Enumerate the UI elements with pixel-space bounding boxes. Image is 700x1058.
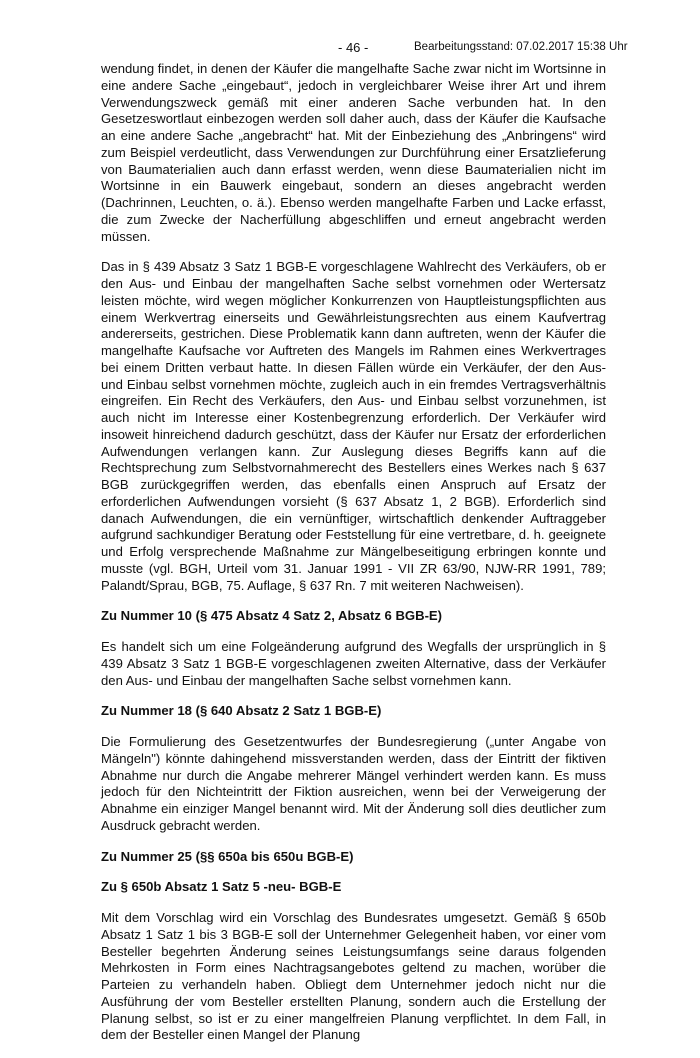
- page-header: [0, 40, 700, 58]
- document-body: [101, 61, 606, 1058]
- subsection-heading: Zu § 650b Absatz 1 Satz 5 -neu- BGB-E: [101, 879, 342, 895]
- revision-status: Bearbeitungsstand: 07.02.2017 15:38 Uhr: [414, 41, 628, 53]
- section-heading: Zu Nummer 18 (§ 640 Absatz 2 Satz 1 BGB-E): [101, 703, 382, 719]
- paragraph: Das in § 439 Absatz 3 Satz 1 BGB-E vorgeschlagene Wahlrecht des Verkäufers, ob er den Aus- und Einbau der mangelhaften Sache selbst vornehmen oder Wertersatz leisten möchte, wird wegen möglicher Konkurrenzen von Hauptleistungspflichten aus einem Werkvertrag einerseits und Gewährleistungsrechten aus einem Kaufvertrag andererseits, gestrichen. Diese Problematik kann dann auftreten, wenn der Käufer die mangelhafte Kaufsache vor Auftreten des Mangels im Rahmen eines Werkvertrages bei einem Dritten verbaut hatte. In diesen Fällen würde ein Verkäufer, der den Aus- und Einbau selbst vornehmen möchte, zugleich auch in ein fremdes Vertragsverhältnis eingreifen. Ein Recht des Verkäufers, den Aus- und Einbau selbst vorzunehmen, ist auch nicht im Interesse einer Kostenbegrenzung erforderlich. Der Verkäufer wird insoweit hinreichend dadurch geschützt, dass der Käufer nur Ersatz der erforderlichen Aufwendungen verlangen kann. Zur Auslegung dieses Begriffs kann auf die Rechtsprechung zum Selbstvornahmerecht des Bestellers eines Werkes nach § 637 BGB zurückgegriffen werden, das ebenfalls einen Anspruch auf Ersatz der erforderlichen Aufwendungen vorsieht (§ 637 Absatz 1, 2 BGB). Erforderlich sind danach Aufwendungen, die ein vernünftiger, wirtschaftlich denkender Auftraggeber aufgrund sachkundiger Beratung oder Feststellung für eine vertretbare, d. h. geeignete und Erfolg versprechende Maßnahme zur Mängelbeseitigung erbringen konnte und musste (vgl. BGH, Urteil vom 31. Januar 1991 - VII ZR 63/90, NJW-RR 1991, 789; Palandt/Sprau, BGB, 75. Auflage, § 637 Rn. 7 mit weiteren Nachweisen).: [101, 259, 606, 593]
- paragraph: wendung findet, in denen der Käufer die mangelhafte Sache zwar nicht im Wortsinne in eine andere Sache „eingebaut“, jedoch in vergleichbarer Weise ihrer Art und ihrem Verwendungszweck gemäß mit einer anderen Sache verbunden hat. In den Gesetzeswortlaut einbezogen werden soll daher auch, dass der Käufer die Kaufsache an eine andere Sache „angebracht“ hat. Mit der Einbeziehung des „Anbringens“ wird zum Beispiel verdeutlicht, dass Verwendungen zur Durchführung einer Ersatzlieferung von Baumaterialien auch dann erfasst werden, wenn diese Baumaterialien nicht im Wortsinne in ein Bauwerk eingebaut, sondern an dieses angebracht werden (Dachrinnen, Leuchten, o. ä.). Ebenso werden mangelhafte Farben und Lacke erfasst, die zum Zwecke der Nacherfüllung abgeschliffen und erneut angebracht werden müssen.: [101, 61, 606, 244]
- paragraph: Mit dem Vorschlag wird ein Vorschlag des Bundesrates umgesetzt. Gemäß § 650b Absatz 1 Satz 1 bis 3 BGB-E soll der Unternehmer Gelegenheit haben, vor einer vom Besteller begehrten Änderung seines Leistungsumfangs seine daraus folgenden Mehrkosten in Form eines Nachtragsangebotes geltend zu machen, worüber die Parteien zu verhandeln haben. Obliegt dem Unternehmer jedoch nicht nur die Ausführung der vom Besteller erstellten Planung, sondern auch die Erstellung der Planung selbst, so ist er zu einer mangelfreien Planung verpflichtet. In dem Fall, in dem der Besteller einen Mangel der Planung: [101, 910, 606, 1043]
- section-heading: Zu Nummer 25 (§§ 650a bis 650u BGB-E): [101, 848, 354, 864]
- paragraph: Die Formulierung des Gesetzentwurfes der Bundesregierung („unter Angabe von Mängeln") könnte dahingehend missverstanden werden, dass der Eintritt der fiktiven Abnahme nur durch die Angabe mehrerer Mängel verhindert werden kann. Es muss jedoch für den Nichteintritt der Fiktion ausreichen, wenn bei der Verweigerung der Abnahme ein einziger Mangel benannt wird. Mit der Änderung soll dies deutlicher zum Ausdruck gebracht werden.: [101, 734, 606, 833]
- page-number: - 46 -: [338, 40, 369, 55]
- section-heading: Zu Nummer 10 (§ 475 Absatz 4 Satz 2, Absatz 6 BGB-E): [101, 608, 443, 624]
- paragraph: Es handelt sich um eine Folgeänderung aufgrund des Wegfalls der ursprünglich in § 439 Absatz 3 Satz 1 BGB-E vorgeschlagenen zweiten Alternative, dass der Verkäufer den Aus- und Einbau der mangelhaften Sache selbst vornehmen kann.: [101, 639, 606, 688]
